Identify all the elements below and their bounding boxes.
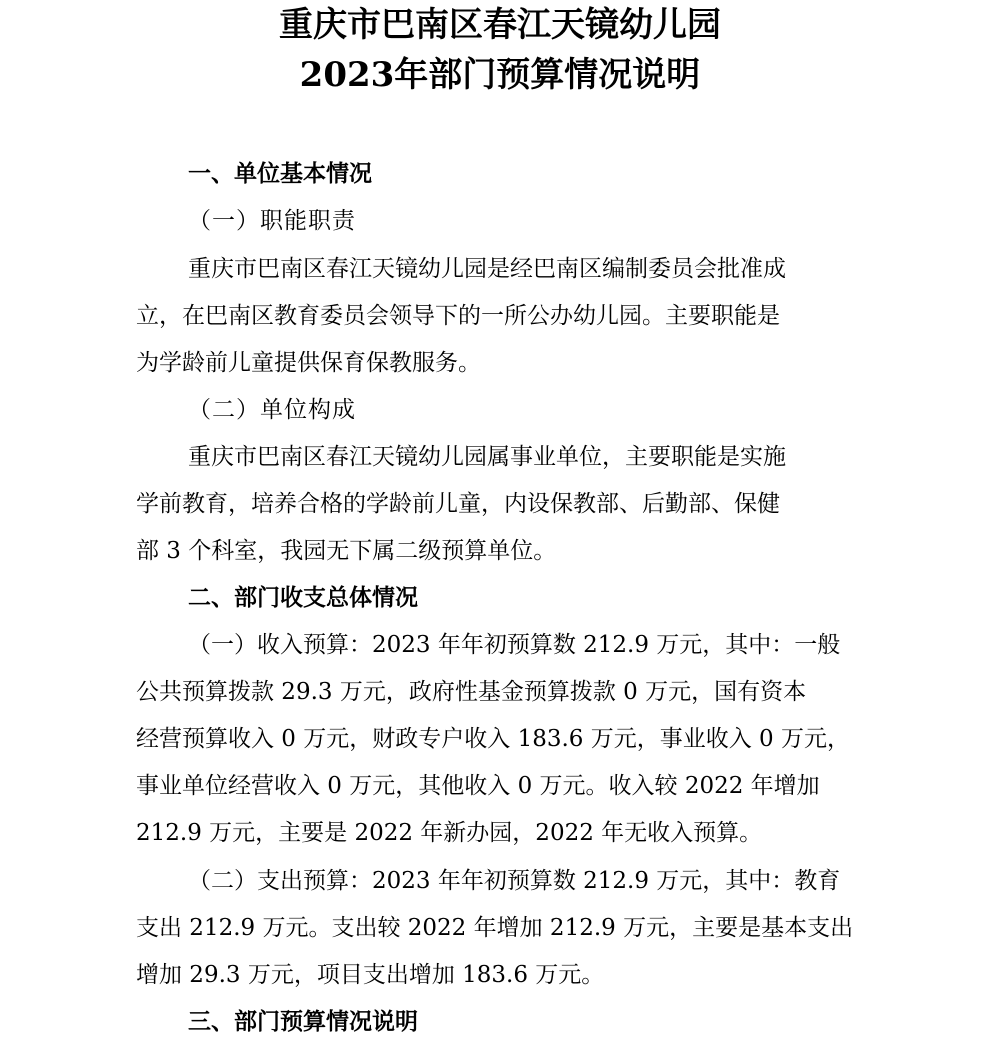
paragraph-line: 部 3 个科室，我园无下属二级预算单位。 bbox=[136, 538, 557, 564]
paragraph-line: 学前教育，培养合格的学龄前儿童，内设保教部、后勤部、保健 bbox=[136, 491, 780, 517]
paragraph-line: 支出 212.9 万元。支出较 2022 年增加 212.9 万元，主要是基本支出 bbox=[136, 915, 854, 941]
paragraph-line: 重庆市巴南区春江天镜幼儿园是经巴南区编制委员会批准成 bbox=[188, 256, 786, 282]
paragraph-line: 重庆市巴南区春江天镜幼儿园属事业单位，主要职能是实施 bbox=[188, 444, 786, 470]
paragraph-line: （一）收入预算：2023 年年初预算数 212.9 万元，其中：一般 bbox=[188, 632, 841, 658]
paragraph-line: 立，在巴南区教育委员会领导下的一所公办幼儿园。主要职能是 bbox=[136, 303, 780, 329]
paragraph-line: 经营预算收入 0 万元，财政专户收入 183.6 万元，事业收入 0 万元， bbox=[136, 726, 850, 752]
paragraph-line: 事业单位经营收入 0 万元，其他收入 0 万元。收入较 2022 年增加 bbox=[136, 773, 820, 799]
section-heading-budget-details: 三、部门预算情况说明 bbox=[188, 1008, 418, 1035]
document-title-line-2: 2023年部门预算情况说明 bbox=[299, 55, 701, 95]
paragraph-line: 为学龄前儿童提供保育保教服务。 bbox=[136, 350, 481, 376]
subsection-heading-duties: （一）职能职责 bbox=[188, 208, 356, 234]
section-heading-overall-budget: 二、部门收支总体情况 bbox=[188, 584, 418, 611]
section-heading-basic-info: 一、单位基本情况 bbox=[188, 160, 372, 187]
subsection-heading-composition: （二）单位构成 bbox=[188, 397, 356, 423]
paragraph-line: 增加 29.3 万元，项目支出增加 183.6 万元。 bbox=[136, 962, 605, 988]
paragraph-line: 公共预算拨款 29.3 万元，政府性基金预算拨款 0 万元，国有资本 bbox=[136, 679, 807, 705]
document-title-line-1: 重庆市巴南区春江天镜幼儿园 bbox=[279, 5, 721, 45]
paragraph-line: 212.9 万元，主要是 2022 年新办园，2022 年无收入预算。 bbox=[136, 820, 763, 846]
paragraph-line: （二）支出预算：2023 年年初预算数 212.9 万元，其中：教育 bbox=[188, 868, 841, 894]
